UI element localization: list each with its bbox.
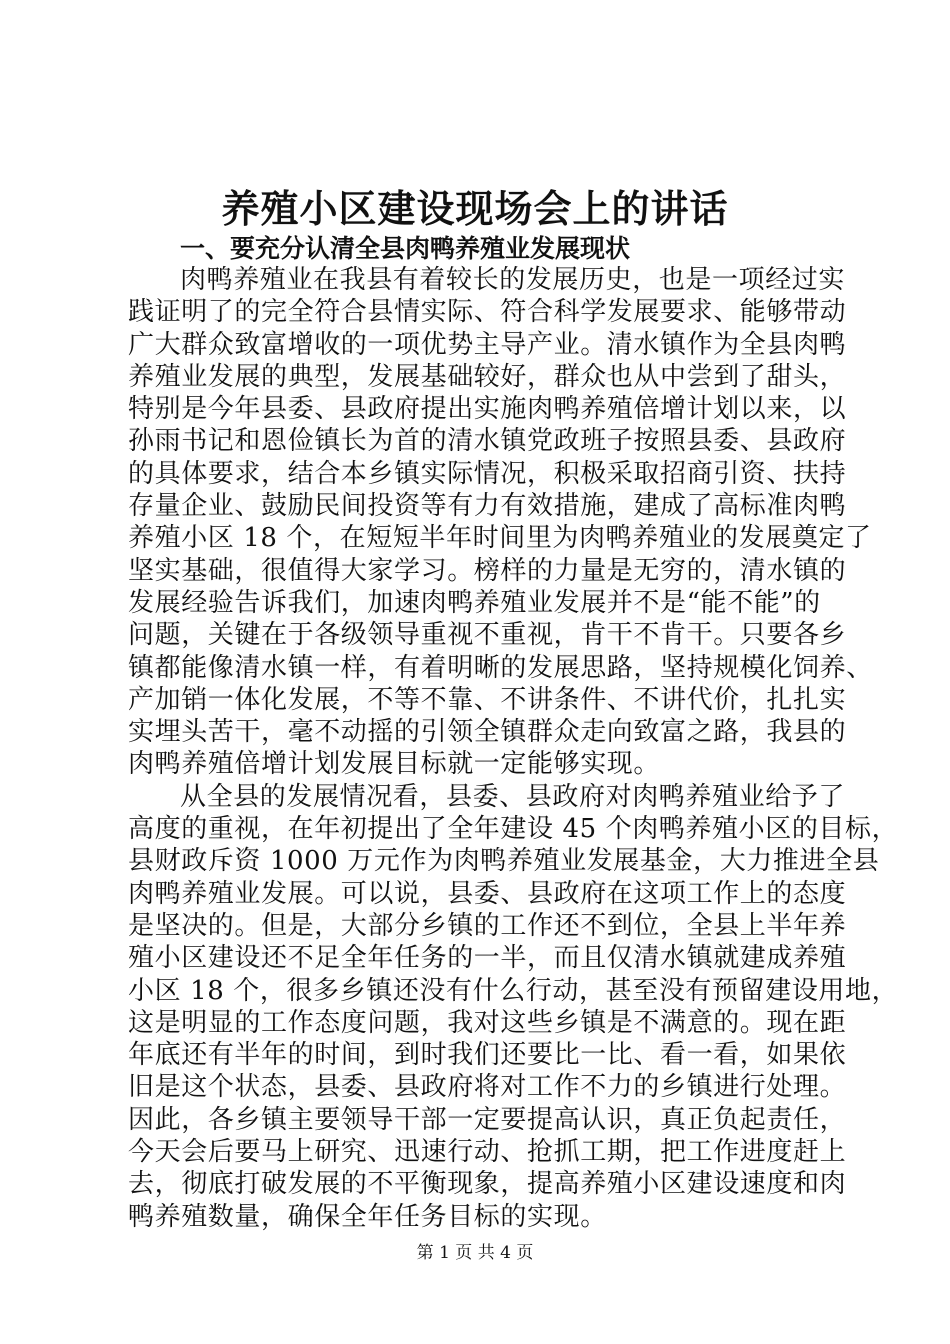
paragraph-line: 年底还有半年的时间，到时我们还要比一比、看一看，如果依 — [128, 1040, 847, 1071]
paragraph-line: 存量企业、鼓励民间投资等有力有效措施，建成了高标准肉鸭 — [128, 491, 847, 522]
paragraph-line: 县财政斥资 1000 万元作为肉鸭养殖业发展基金，大力推进全县 — [128, 846, 880, 877]
paragraph-line: 实埋头苦干，毫不动摇的引领全镇群众走向致富之路，我县的 — [128, 717, 847, 748]
paragraph-line: 镇都能像清水镇一样，有着明晰的发展思路，坚持规模化饲养、 — [128, 652, 873, 683]
paragraph-line: 坚实基础，很值得大家学习。榜样的力量是无穷的，清水镇的 — [128, 555, 847, 586]
paragraph-line: 产加销一体化发展，不等不靠、不讲条件、不讲代价，扎扎实 — [128, 684, 847, 715]
paragraph-line: 肉鸭养殖倍增计划发展目标就一定能够实现。 — [128, 749, 661, 780]
paragraph-line: 肉鸭养殖业发展。可以说，县委、县政府在这项工作上的态度 — [128, 878, 847, 909]
paragraph-line: 发展经验告诉我们，加速肉鸭养殖业发展并不是“能不能”的 — [128, 587, 821, 618]
paragraph-line: 广大群众致富增收的一项优势主导产业。清水镇作为全县肉鸭 — [128, 329, 847, 360]
paragraph-line: 养殖小区 18 个，在短短半年时间里为肉鸭养殖业的发展奠定了 — [128, 523, 872, 554]
paragraph-line: 今天会后要马上研究、迅速行动、抢抓工期，把工作进度赶上 — [128, 1137, 847, 1168]
paragraph-line: 的具体要求，结合本乡镇实际情况，积极采取招商引资、扶持 — [128, 458, 847, 489]
paragraph-line: 去，彻底打破发展的不平衡现象，提高养殖小区建设速度和肉 — [128, 1169, 847, 1200]
paragraph-line: 养殖业发展的典型，发展基础较好，群众也从中尝到了甜头， — [128, 361, 847, 392]
paragraph-line: 鸭养殖数量，确保全年任务目标的实现。 — [128, 1201, 607, 1232]
paragraph-line: 这是明显的工作态度问题，我对这些乡镇是不满意的。现在距 — [128, 1007, 847, 1038]
paragraph-line: 从全县的发展情况看，县委、县政府对肉鸭养殖业给予了 — [180, 781, 846, 812]
paragraph-line: 殖小区建设还不足全年任务的一半，而且仅清水镇就建成养殖 — [128, 943, 847, 974]
paragraph-line: 践证明了的完全符合县情实际、符合科学发展要求、能够带动 — [128, 297, 847, 328]
paragraph-line: 肉鸭养殖业在我县有着较长的发展历史，也是一项经过实 — [180, 265, 846, 295]
paragraph-line: 孙雨书记和恩俭镇长为首的清水镇党政班子按照县委、县政府 — [128, 426, 847, 457]
document-title: 养殖小区建设现场会上的讲话 — [221, 186, 729, 231]
section-heading: 一、要充分认清全县肉鸭养殖业发展现状 — [180, 234, 631, 263]
paragraph-line: 因此，各乡镇主要领导干部一定要提高认识，真正负起责任， — [128, 1104, 847, 1135]
paragraph-line: 小区 18 个，很多乡镇还没有什么行动，甚至没有预留建设用地， — [128, 975, 899, 1006]
paragraph-line: 特别是今年县委、县政府提出实施肉鸭养殖倍增计划以来，以 — [128, 394, 847, 425]
paragraph-line: 旧是这个状态，县委、县政府将对工作不力的乡镇进行处理。 — [128, 1072, 847, 1103]
paragraph-line: 高度的重视，在年初提出了全年建设 45 个肉鸭养殖小区的目标， — [128, 814, 899, 845]
paragraph-line: 问题，关键在于各级领导重视不重视，肯干不肯干。只要各乡 — [128, 620, 847, 651]
paragraph-line: 是坚决的。但是，大部分乡镇的工作还不到位，全县上半年养 — [128, 910, 847, 941]
body-text — [128, 264, 899, 1233]
page-footer: 第 1 页 共 4 页 — [416, 1243, 534, 1263]
